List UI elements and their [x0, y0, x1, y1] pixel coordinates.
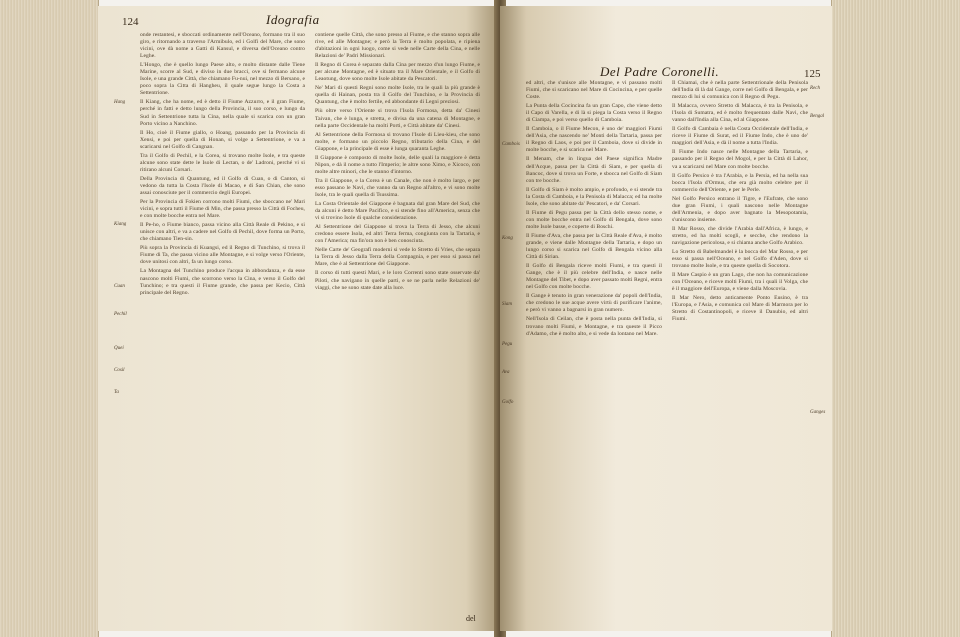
paragraph: Più oltre verso l'Oriente si trova l'Isola Formosa, detta da' Cinesi Taivan, che è lunga, e stretta, e divisa da una catena di Montagne, e nella parte Occidentale ha molti Porti, e Città abitate da' Cinesi. — [315, 108, 480, 129]
paragraph: Ne' Mari di questi Regni sono molte Isole, tra le quali la più grande è quella di Hainan, posta tra il Golfo del Tunchino, e la Provincia di Quantung, che è molto fertile, ed abbondante di Legni preziosi. — [315, 85, 480, 106]
right-text-columns — [526, 80, 808, 620]
paragraph: Il Golfo di Bengala riceve molti Fiumi, e tra questi il Gange, che è il più celebre dell'India, e nasce nelle Montagne del Tibet, e dopo aver passato molti Regni, entra nel Golfo con molte bocche. — [526, 263, 662, 291]
left-running-head: Idografia — [266, 12, 320, 27]
margin-note: Pechil — [114, 312, 127, 317]
paragraph: Il Malacca, ovvero Stretto di Malacca, è tra la Penisola, e l'Isola di Sumatra, ed è molto frequentato dalle Navi, che vanno dall'India alla Cina, ed al Giappone. — [672, 103, 808, 124]
paragraph: Il Fiume d'Ava, che passa per la Città Reale d'Ava, è molto grande, e viene dalle Montagne della Tartaria, e dopo un lungo corso si scarica nel Golfo di Bengala vicino alla Città di Sirian. — [526, 232, 662, 261]
paragraph: Il Pe-ho, o Fiume bianco, passa vicino alla Città Reale di Pekino, e si unisce con altri, e va a cadere nel Golfo di Pechil, dove forma un Porto, che chiamano Tien-sin. — [140, 222, 305, 243]
right-column-2 — [672, 80, 808, 620]
right-outer-margin-notes — [810, 80, 832, 620]
margin-note: Ganges — [810, 410, 826, 415]
margin-note: Bengal — [810, 114, 825, 119]
paragraph: Il Menam, che in lingua del Paese significa Madre dell'Acque, passa per la Città di Siam, e per quella di Bancoc, dove si trova un Forte, e sbocca nel Golfo di Siam con tre bocche. — [526, 156, 662, 184]
paragraph: Il corso di tutti questi Mari, e le loro Correnti sono state osservate da' Piloti, che navigano in quelle parti, e se ne parla nelle Relazioni de' viaggi, che ne sono state date alla luce. — [315, 270, 480, 291]
paragraph: Più sopra la Provincia di Kuangsi, ed il Regno di Tunchino, si trova il Fiume di Ta, che passa vicino alle Montagne, e si volge verso l'Oriente, dove unitosi con altri, fa un lungo corso. — [140, 245, 305, 266]
margin-note: Hang — [114, 100, 126, 105]
paragraph: Tra il Golfo di Pechil, e la Corea, si trovano molte Isole, e tra queste alcune sono state dette le Isole di Lectan, o de' Ladroni, perché vi si ritirano alcuni Corsari. — [140, 152, 305, 173]
left-column-1 — [140, 32, 305, 612]
paragraph: Il Fiume Indo nasce nelle Montagne della Tartaria, e passando per il Regno del Mogol, e per la Città di Lahor, va a scaricarsi nel Mare con molte bocche. — [672, 149, 808, 170]
margin-note: Kiang — [114, 222, 127, 227]
catchword: del — [466, 614, 476, 623]
paragraph: Il Golfo Persico è tra l'Arabia, e la Persia, ed ha nella sua bocca l'Isola d'Ormus, che era già molto celebre per il commercio dell'Oriente, e per le Perle. — [672, 172, 808, 193]
margin-note: Rech — [810, 86, 820, 91]
paragraph: La Punta della Cocincina fa un gran Capo, che viene detto il Capo di Varella, e di là si piega la Costa verso il Regno di Ciampa, e poi verso quello di Camboia. — [526, 103, 662, 124]
paragraph: Il Regno di Corea è separato dalla Cina per mezzo d'un lungo Fiume, e per alcune Montagne, ed è situato tra il Mare Orientale, e il Golfo di Leaotung, dove sono molte Isole abitate da Pescatori. — [315, 62, 480, 83]
paragraph: Il Camboia, o il Fiume Mecon, è uno de' maggiori Fiumi dell'Asia, che nascendo ne' Monti della Tartaria, passa per il Regno di Laos, e poi per il Camboia, dove si divide in molte bocche, e si scarica nel Mare. — [526, 126, 662, 154]
paragraph: Al Settentrione del Giappone si trova la Terra di Jesso, che alcuni credono essere Isola, ed altri Terra ferma, congiunta con la Tartaria, e con l'America; ma fin'ora non è ben conosciuta. — [315, 224, 480, 245]
margin-note: Cambois — [502, 142, 520, 147]
margin-note: Ava — [502, 370, 510, 375]
margin-note: Quei — [114, 346, 124, 351]
paragraph: Il Gange è tenuto in gran venerazione da' popoli dell'India, che credono le sue acque avere virtù di purificare l'anime, e però vi vanno a bagnarsi in gran numero. — [526, 293, 662, 314]
margin-note: Golfo — [502, 400, 514, 405]
paragraph: La Montagna del Tunchino produce l'acqua in abbondanza, e da esse nascono molti Fiumi, che scorrono verso la Cina, e verso il Golfo del Tunchino; e tra questi il Fiume grande, che passa per Kecio, Città principale del Regno. — [140, 268, 305, 296]
paragraph: Nel Golfo Persico entrano il Tigre, e l'Eufrate, che sono due gran Fiumi, i quali nascono nelle Montagne dell'Armenia, e dopo aver bagnato la Mesopotamia, s'uniscono insieme. — [672, 195, 808, 223]
paragraph: ed altri, che s'unisce alle Montagne, e vi passano molti Fiumi, che si scaricano nel Mare di Cocincina, e per quelle Coste. — [526, 80, 662, 101]
paragraph: contiene quelle Città, che sono presso al Fiume, e che stanno sopra alle rive, ed alle Montagne; e però la Terra è molto popolata, e ripiena d'abitazioni in ogni luogo, come si vede nelle Carte della Cina, e nelle Relazioni de' Padri Missionari. — [315, 32, 480, 60]
paragraph: Il Ho, cioè il Fiume giallo, o Hoang, passando per la Provincia di Xensi, e poi per quella di Honan, si volge a Settentrione, e va a scaricarsi nel Golfo di Cangnan. — [140, 129, 305, 150]
margin-note: Cuan — [114, 284, 125, 289]
left-page-number: 124 — [122, 16, 139, 28]
paragraph: onde restantesi, e sboccati ordinamente nell'Oceano, formano tra il suo giro, e ritornando a traverso l'Armibulo, ed i Golfi del Mare, che sono vicini, ove dà nome a Gatti di Kansul, e diversa dell'Oceano contro Leghe. — [140, 32, 305, 60]
right-column-1 — [526, 80, 662, 620]
paragraph: Per la Provincia di Fokien corrono molti Fiumi, che sboccano ne' Mari vicini, e sopra tutti il Fiume di Min, che passa presso la Città di Focheu, e con molte bocche entra nel Mare. — [140, 199, 305, 220]
paragraph: Nell'Isola di Ceilan, che è posta nella punta dell'India, si trovano molti Fiumi, e Montagne, e tra queste il Picco d'Adamo, che è molto alto, e si vede da lontano nel Mare. — [526, 316, 662, 337]
paragraph: Il Chiamai, che è nella parte Settentrionale della Penisola dell'India di là dal Gange, corre nel Golfo di Bengala, e per mezzo di lui si comunica con il Regno di Pegu. — [672, 80, 808, 101]
paragraph: Il Fiume di Pegu passa per la Città dello stesso nome, e con molte bocche entra nel Golfo di Bengala, dove sono molte Isole basse, e coperte di Boschi. — [526, 209, 662, 230]
paragraph: Il Giappone è composto di molte Isole, delle quali la maggiore è detta Nipon, e dà il nome a tutto l'Imperio; le altre sono Ximo, e Xicoco, con molte altre minori, che le stanno d'intorno. — [315, 154, 480, 175]
paragraph: Il Kiang, che ha nome, ed è detto il Fiume Azzurro, e il gran Fiume, perché in fatti e detto lungo della Provincia, il suo corso, e lungo da Sud in Settentrione tutta la Cina, nella quale si scarica con un gran Porto vicino a Nanchino. — [140, 99, 305, 127]
margin-note: Cosil — [114, 368, 125, 373]
margin-note: Ta — [114, 390, 119, 395]
paragraph: Il Golfo di Cambaia è nella Costa Occidentale dell'India, e riceve il Fiume di Surat, ed il Fiume Indo, che è uno de' maggiori dell'Asia, e dà il nome a tutta l'India. — [672, 126, 808, 147]
left-page-edges — [0, 0, 99, 637]
paragraph: La Costa Orientale del Giappone è bagnata dal gran Mare del Sud, che da alcuni è detto Mare Pacifico, e si stende fino all'America, senza che vi si trovino Isole di qualche considerazione. — [315, 201, 480, 222]
paragraph: Al Settentrione della Formosa si trovano l'Isole di Lieu-kieu, che sono molte, e formano un piccolo Regno, tributario della Cina, e del Giappone, e la principale di esse è lunga quaranta Leghe. — [315, 131, 480, 152]
paragraph: Lo Stretto di Babelmandel è la bocca del Mar Rosso, e per esso si passa nell'Oceano, e nel Golfo d'Aden, dove si trovano molte Isole, e tra queste quella di Socotora. — [672, 249, 808, 270]
right-running-head: Del Padre Coronelli. — [600, 64, 720, 79]
paragraph: L'Hongo, che è quello lungo Paese alto, e molto distante dalle Tiene Marine, scorre al Sud, e diviso in due bracci, ove si fermano alcune Isole, e una grande Città, che chiamano Fu-nui, nel mezzo di Bersano, e poco sopra la Citta di Hangheu, il quale segue lungo la Costa a Settentrione. — [140, 62, 305, 97]
paragraph: Il Mar Nero, detto anticamente Ponto Eusino, è tra l'Europa, e l'Asia, e comunica col Mare di Marmora per lo Stretto di Costantinopoli, e riceve il Danubio, ed altri Fiumi. — [672, 295, 808, 323]
paragraph: Nelle Carte de' Geografi moderni si vede lo Stretto di Vries, che separa la Terra di Jesso dalla Terra della Compagnia, e per esso si passa nel Mare, che è al Settentrione del Giappone. — [315, 247, 480, 268]
right-page — [500, 6, 832, 631]
right-margin-notes — [500, 80, 522, 620]
margin-note: Pegu — [502, 342, 513, 347]
margin-note: Siam — [502, 302, 512, 307]
paragraph: Il Mar Rosso, che divide l'Arabia dall'Africa, è lungo, e stretto, ed ha molti scogli, e secche, che rendono la navigazione pericolosa, e si chiama anche Golfo Arabico. — [672, 225, 808, 246]
left-page — [98, 6, 498, 631]
margin-note: Kong — [502, 236, 513, 241]
paragraph: Tra il Giappone, e la Corea è un Canale, che non è molto largo, e per esso passano le Navi, che vanno da un Regno all'altro, e vi sono molte Isole, tra le quali quella di Tsussima. — [315, 177, 480, 198]
left-text-columns — [140, 32, 480, 612]
paragraph: Della Provincia di Quantung, ed il Golfo di Cuan, o di Canton, si vedono da tutta la Costa l'Isole di Macao, e di San Chian, che sono assai conosciute per il commercio degli Europei. — [140, 175, 305, 196]
right-page-number: 125 — [804, 68, 821, 80]
paragraph: Il Golfo di Siam è molto ampio, e profondo, e si stende tra la Costa di Camboia, e la Penisola di Malacca; ed ha molte Isole, che sono abitate da' Pescatori, e da' Corsari. — [526, 186, 662, 207]
paragraph: Il Mare Caspio è un gran Lago, che non ha comunicazione con l'Oceano, e riceve molti Fiumi, tra i quali il Volga, che è il maggiore dell'Europa, e viene dalla Moscovia. — [672, 272, 808, 293]
right-page-edges — [831, 0, 960, 637]
left-column-2 — [315, 32, 480, 612]
left-margin-notes — [114, 34, 136, 624]
